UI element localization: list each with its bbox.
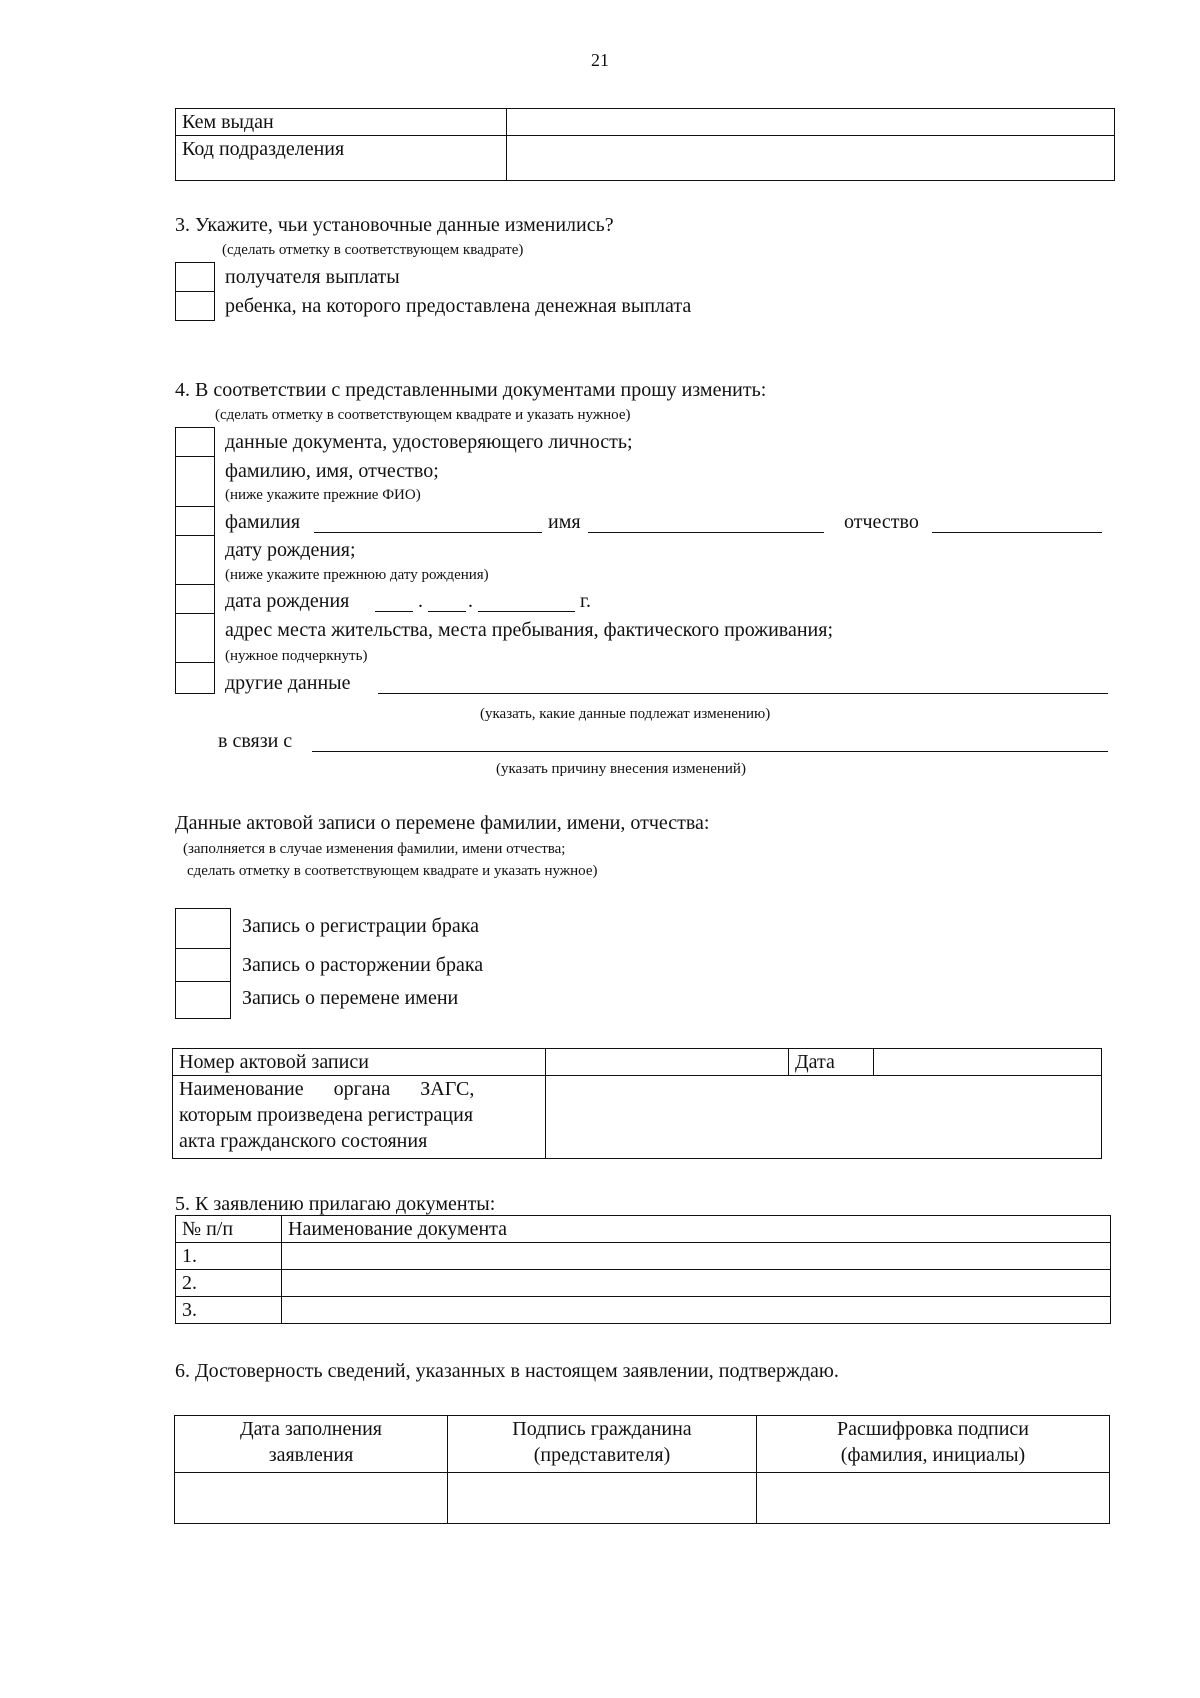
option-address: адрес места жительства, места пребывания, фактического проживания;: [225, 619, 834, 641]
civil-act-hint: (заполняется в случае изменения фамилии, имени отчества;: [183, 841, 566, 857]
birth-date-label: дата рождения: [225, 590, 350, 612]
column-document-name-header: Наименование документа: [282, 1216, 1111, 1243]
year-suffix: г.: [580, 590, 591, 612]
record-number-label: Номер актовой записи: [173, 1049, 546, 1076]
name-field[interactable]: [588, 532, 824, 533]
reason-hint: (указать причину внесения изменений): [496, 761, 746, 777]
zags-label-line: акта гражданского состояния: [179, 1130, 428, 1152]
checkbox-address[interactable]: [175, 613, 215, 663]
section4-hint: (сделать отметку в соответствующем квадрате и указать нужное): [215, 407, 631, 423]
signature-header: [448, 1416, 757, 1473]
option-birth-date: дату рождения;: [225, 539, 356, 561]
fill-date-field[interactable]: [175, 1473, 448, 1524]
documents-table: [175, 1215, 1111, 1324]
signature-field[interactable]: [448, 1473, 757, 1524]
section3-hint: (сделать отметку в соответствующем квадрате): [222, 242, 524, 258]
surname-label: фамилия: [225, 511, 301, 533]
checkbox-recipient[interactable]: [175, 262, 215, 292]
checkbox-birth-date[interactable]: [175, 535, 215, 585]
date-label: Дата: [789, 1049, 874, 1076]
fio-hint: (ниже укажите прежние ФИО): [225, 487, 421, 503]
address-hint: (нужное подчеркнуть): [225, 648, 368, 664]
checkbox-other-data[interactable]: [175, 662, 215, 694]
name-label: имя: [548, 511, 581, 533]
section6-title: 6. Достоверность сведений, указанных в настоящем заявлении, подтверждаю.: [175, 1360, 839, 1382]
row-number: 2.: [176, 1270, 282, 1297]
patronymic-field[interactable]: [932, 532, 1102, 533]
option-other-data: другие данные: [225, 672, 351, 694]
table-row: [173, 1049, 1102, 1076]
civil-act-title: Данные актовой записи о перемене фамилии, имени, отчества:: [175, 812, 710, 834]
reason-field[interactable]: [312, 751, 1108, 752]
header-line: заявления: [268, 1444, 354, 1466]
reason-label: в связи с: [218, 730, 293, 752]
checkbox-birth-date-previous[interactable]: [175, 584, 215, 614]
birth-date-dot: .: [418, 590, 423, 612]
checkbox-fio-previous[interactable]: [175, 506, 215, 536]
passport-table: [175, 108, 1115, 181]
option-divorce-record: Запись о расторжении брака: [242, 954, 484, 976]
row-number: 3.: [176, 1297, 282, 1324]
header-line: Расшифровка подписи: [837, 1418, 1029, 1440]
option-recipient: получателя выплаты: [225, 266, 400, 288]
zags-field[interactable]: [546, 1076, 1102, 1159]
signature-table: [174, 1415, 1110, 1524]
option-marriage-record: Запись о регистрации брака: [242, 915, 480, 937]
record-number-field[interactable]: [546, 1049, 789, 1076]
birth-year-field[interactable]: [478, 611, 575, 612]
issued-by-label: Кем выдан: [176, 109, 507, 136]
checkbox-document-data[interactable]: [175, 427, 215, 457]
zags-label-line: Наименование органа ЗАГС,: [179, 1078, 475, 1100]
civil-act-table: [172, 1048, 1102, 1159]
surname-field[interactable]: [314, 532, 542, 533]
department-code-label: Код подразделения: [176, 136, 507, 181]
department-code-field[interactable]: [507, 136, 1115, 181]
table-row: [173, 1076, 1102, 1159]
fill-date-header: [175, 1416, 448, 1473]
signature-decoding-header: [757, 1416, 1110, 1473]
table-header-row: [176, 1216, 1111, 1243]
option-fio: фамилию, имя, отчество;: [225, 460, 439, 482]
other-data-hint: (указать, какие данные подлежат изменению): [480, 706, 771, 722]
birth-date-hint: (ниже укажите прежнюю дату рождения): [225, 567, 489, 583]
section4-title: 4. В соответствии с представленными документами прошу изменить:: [175, 379, 767, 401]
birth-day-field[interactable]: [375, 611, 413, 612]
row-number: 1.: [176, 1243, 282, 1270]
table-row: [176, 1270, 1111, 1297]
document-name-field[interactable]: [282, 1297, 1111, 1324]
checkbox-fio[interactable]: [175, 456, 215, 507]
table-header-row: [175, 1416, 1110, 1473]
option-child: ребенка, на которого предоставлена денежная выплата: [225, 295, 692, 317]
section3-title: 3. Укажите, чьи установочные данные изменились?: [175, 214, 614, 236]
table-row: [176, 136, 1115, 181]
header-line: Подпись гражданина: [512, 1418, 692, 1440]
option-name-change-record: Запись о перемене имени: [242, 987, 459, 1009]
checkbox-name-change-record[interactable]: [175, 981, 231, 1019]
table-row: [176, 1297, 1111, 1324]
document-name-field[interactable]: [282, 1243, 1111, 1270]
checkbox-child[interactable]: [175, 291, 215, 321]
document-name-field[interactable]: [282, 1270, 1111, 1297]
header-line: (представителя): [533, 1444, 671, 1466]
issued-by-field[interactable]: [507, 109, 1115, 136]
civil-act-hint: сделать отметку в соответствующем квадрате и указать нужное): [187, 863, 598, 879]
table-row: [176, 1243, 1111, 1270]
option-document-data: данные документа, удостоверяющего личность;: [225, 431, 633, 453]
date-field[interactable]: [874, 1049, 1102, 1076]
signature-decoding-field[interactable]: [757, 1473, 1110, 1524]
birth-date-dot: .: [468, 590, 473, 612]
other-data-field[interactable]: [378, 693, 1108, 694]
table-row: [175, 1473, 1110, 1524]
section5-title: 5. К заявлению прилагаю документы:: [175, 1193, 496, 1215]
header-line: Дата заполнения: [240, 1418, 382, 1440]
table-row: [176, 109, 1115, 136]
zags-label: [173, 1076, 546, 1159]
zags-label-line: которым произведена регистрация: [179, 1104, 474, 1126]
page-number: 21: [591, 50, 609, 70]
birth-month-field[interactable]: [428, 611, 466, 612]
checkbox-divorce-record[interactable]: [175, 948, 231, 982]
checkbox-marriage-record[interactable]: [175, 908, 231, 949]
patronymic-label: отчество: [844, 511, 919, 533]
column-number-header: № п/п: [176, 1216, 282, 1243]
header-line: (фамилия, инициалы): [840, 1444, 1026, 1466]
